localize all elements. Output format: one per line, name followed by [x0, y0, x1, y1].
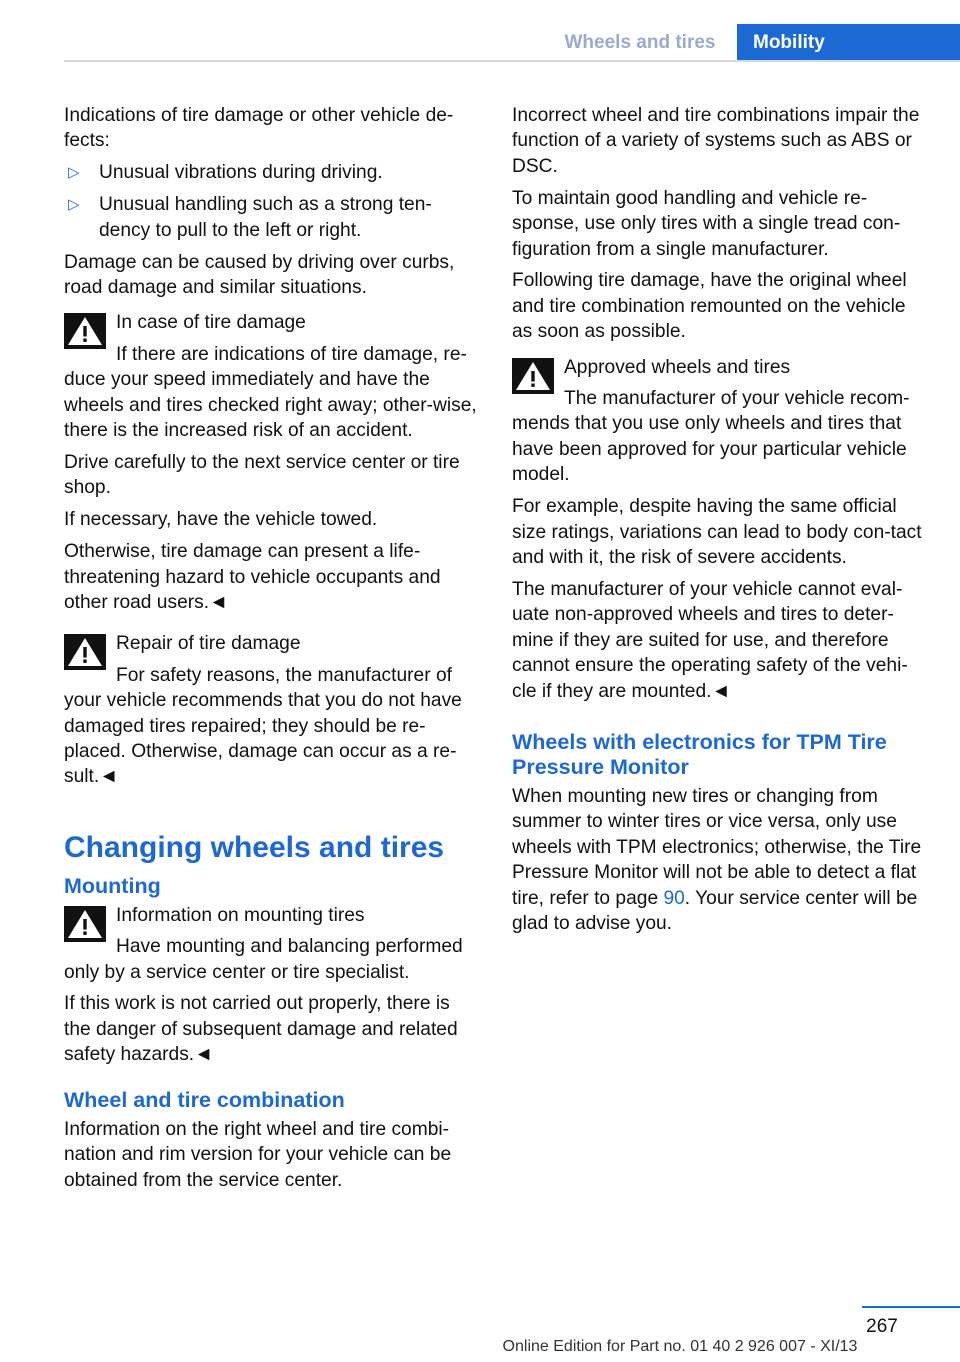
combination-text: Information on the right wheel and tire combi‐nation and rim version for your vehicle can be obtained from the service center.	[64, 1118, 452, 1191]
warning-text: If necessary, have the vehicle towed.	[64, 509, 378, 531]
left-column	[64, 103, 480, 1199]
warning-text: Have mounting and balancing performed only by a service center or tire specialist.	[64, 936, 463, 983]
bullet-triangle-icon: ▷	[68, 164, 80, 182]
warning-triangle-icon	[512, 358, 554, 394]
warning-mounting-tires	[64, 903, 480, 1068]
page-number: 267	[866, 1316, 898, 1337]
warning-title: Repair of tire damage	[116, 633, 301, 655]
warning-title: Approved wheels and tires	[564, 356, 791, 378]
warning-text: Drive carefully to the next service center or tire shop.	[64, 451, 460, 499]
warning-tire-damage	[64, 310, 480, 615]
right-column	[512, 103, 930, 943]
warning-text: The manufacturer of your vehicle cannot eval‐uate non-approved wheels and tires to deter‐mine if they are suited for use, and therefore cannot ensure the operating safety of the vehi‐cle if they are mounted.◄	[512, 578, 908, 702]
body-paragraph: To maintain good handling and vehicle re‐sponse, use only tires with a single tread con‐figuration from a single manufacturer.	[512, 187, 901, 260]
warning-title: Information on mounting tires	[116, 904, 365, 926]
bullet-triangle-icon: ▷	[68, 196, 80, 214]
warning-text: Otherwise, tire damage can present a life-threatening hazard to vehicle occupants and other road users.◄	[64, 541, 441, 613]
warning-triangle-icon	[64, 313, 106, 349]
header-divider	[64, 60, 960, 62]
header-section-title: Wheels and tires	[564, 32, 716, 53]
footer-divider	[862, 1306, 960, 1308]
tpm-text-end: . Your service center will be glad to advise you.	[512, 887, 918, 934]
damage-indications-list	[64, 160, 480, 243]
warning-triangle-icon	[64, 634, 106, 670]
list-item-text: Unusual vibrations during driving.	[99, 162, 383, 184]
footer-edition: Online Edition for Part no. 01 40 2 926 007 - XI/13	[502, 1338, 858, 1355]
warning-text: If there are indications of tire damage, re‐duce your speed immediately and have the wheels and tires checked right away; other‐wise, there is the increased risk of an accident.	[64, 343, 477, 441]
warning-text: For example, despite having the same official size ratings, variations can lead to body con‐tact and with it, the risk of severe accidents.	[512, 496, 922, 568]
warning-text: If this work is not carried out properly, there is the danger of subsequent damage and related safety hazards.◄	[64, 993, 458, 1066]
body-paragraph: Incorrect wheel and tire combinations impair the function of a variety of systems such as ABS or DSC.	[512, 105, 920, 177]
list-item	[64, 192, 480, 243]
warning-triangle-icon	[64, 906, 106, 942]
warning-text: For safety reasons, the manufacturer of your vehicle recommends that you do not have damaged tires repaired; they should be re‐placed. Otherwise, damage can occur as a re‐sult.◄	[64, 664, 462, 788]
warning-approved-wheels	[512, 355, 930, 704]
tpm-text	[512, 784, 930, 936]
heading-wheel-tire-combination: Wheel and tire combination	[64, 1087, 345, 1112]
page-reference-link[interactable]: 90	[663, 887, 685, 909]
header-chapter-tab: Mobility	[737, 24, 960, 62]
damage-cause-text: Damage can be caused by driving over curbs, road damage and similar situations.	[64, 251, 455, 298]
tpm-text-start: When mounting new tires or changing from summer to winter tires or vice versa, only use wheels with TPM electronics; otherwise, the Tire Pressure Monitor will not be able to detect a flat tire, refer to page	[512, 785, 922, 909]
tire-damage-intro: Indications of tire damage or other vehicle de‐fects:	[64, 105, 454, 152]
heading-changing-wheels: Changing wheels and tires	[64, 830, 445, 864]
heading-tpm-wheels: Wheels with electronics for TPM Tire Pressure Monitor	[512, 729, 887, 779]
body-paragraph: Following tire damage, have the original wheel and tire combination remounted on the vehicle as soon as possible.	[512, 270, 907, 343]
heading-mounting: Mounting	[64, 873, 161, 898]
warning-title: In case of tire damage	[116, 312, 306, 334]
warning-text: The manufacturer of your vehicle recom‐mends that you use only wheels and tires that have been approved for your particular vehicle model.	[512, 388, 910, 486]
list-item	[64, 160, 480, 185]
warning-tire-repair	[64, 631, 480, 789]
list-item-text: Unusual handling such as a strong ten‐dency to pull to the left or right.	[99, 194, 432, 241]
